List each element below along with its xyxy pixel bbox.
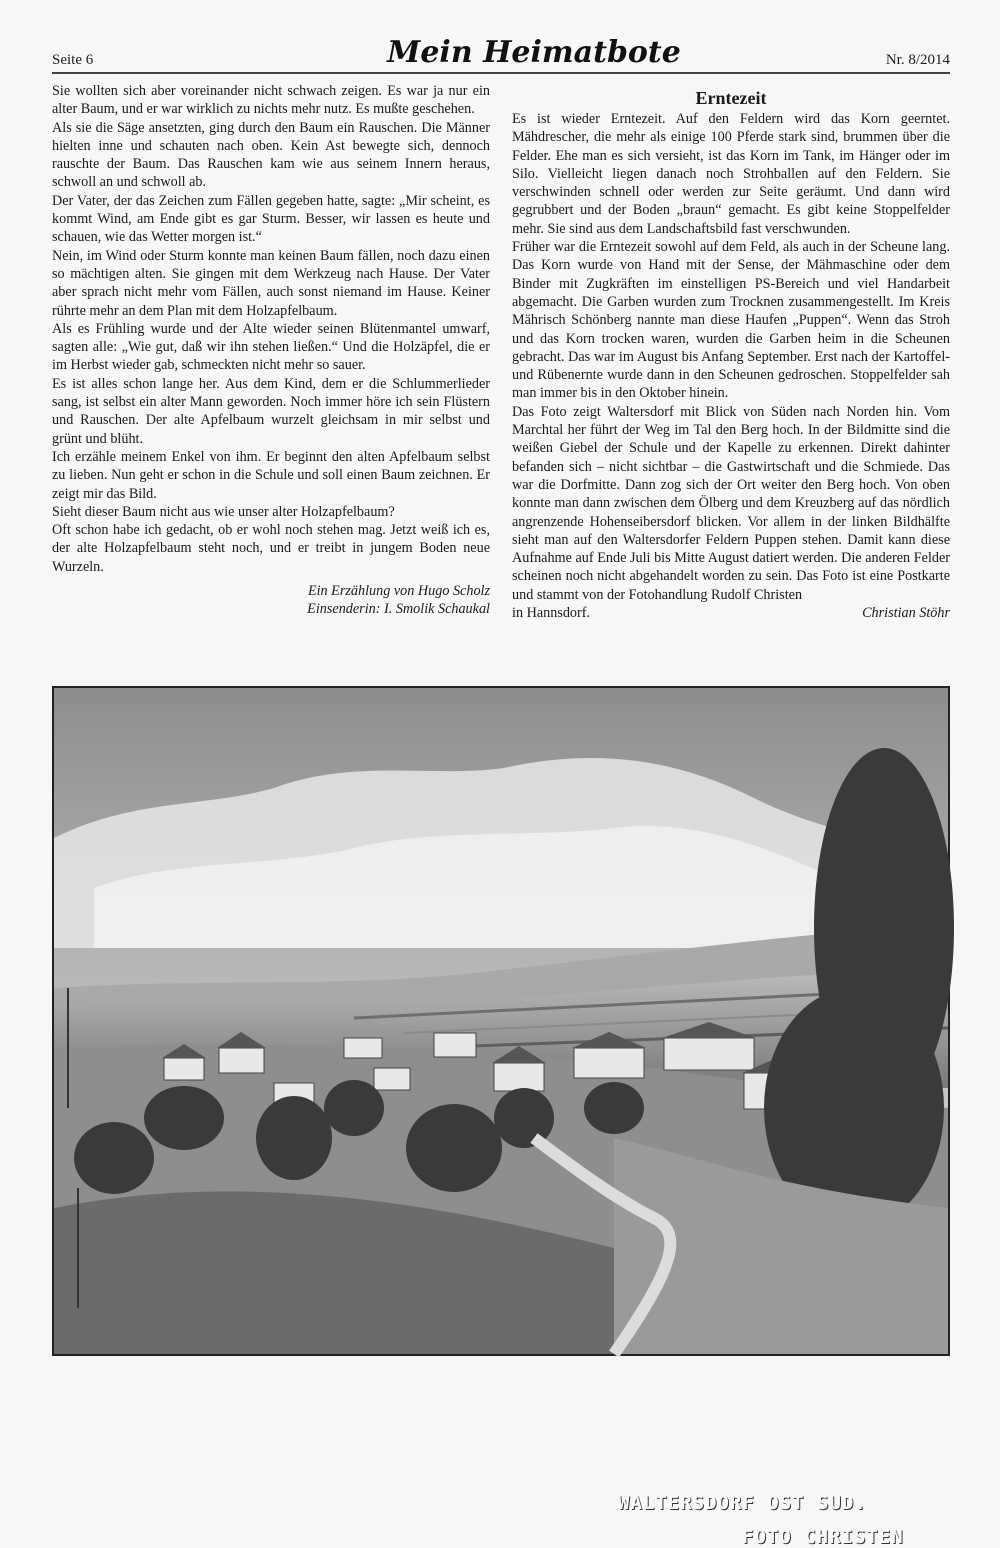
- village-photo: [52, 686, 950, 1548]
- story-paragraph: Der Vater, der das Zeichen zum Fällen gegeben hatte, sagte: „Mir scheint, es kommt Wind, am Ende gibt es gar Sturm. Besser, wir lassen es heute und schauen, wie das Wetter morgen ist.“: [52, 192, 490, 246]
- masthead-title: Mein Heimatbote: [387, 35, 681, 70]
- article-last-line: in Hannsdorf.: [512, 605, 591, 622]
- page-number: Seite 6: [52, 52, 94, 68]
- story-paragraph: Als es Frühling wurde und der Alte wieder seinen Blütenmantel umwarf, sagten alle: „Wie gut, daß wir ihn stehen ließen.“ Und die Holzäpfel, die er im Herbst wieder gab, schmeckten nicht mehr so sauer.: [52, 320, 490, 374]
- story-credits: [52, 582, 490, 618]
- author-credit: Ein Erzählung von Hugo Scholz: [307, 583, 490, 600]
- article-title: Erntezeit: [695, 88, 767, 108]
- village-photo-art: [54, 688, 948, 1354]
- header-rule: [52, 72, 950, 74]
- article-paragraph: Es ist wieder Erntezeit. Auf den Feldern wird das Korn geerntet. Mähdrescher, die mehr als einige 100 Pferde stark sind, brummen über die Felder. Ehe man es sich versieht, ist das Korn im Tank, im Hänger oder im Silo. Vielleicht liegen danach noch Strohballen auf den Feldern. Sie verschwinden schnell oder werden zur Seite geräumt. Und dann wird gegrubbert und der Boden „braun“ gemacht. Es gibt keine Stoppelfelder mehr. Sie sind aus dem Landschaftsbild fast verschwunden.: [512, 111, 950, 237]
- issue-number: Nr. 8/2014: [885, 52, 950, 68]
- story-paragraph: Es ist alles schon lange her. Aus dem Kind, dem er die Schlummerlieder sang, ist selbst ein alter Mann geworden. Noch immer höre ich sein Flüstern und Rauschen. Der alte Apfelbaum wurzelt gleichsam in mir selbst und grünt und blüht.: [52, 375, 490, 447]
- photo-stamp-credit: FOTO CHRISTEN: [742, 1526, 904, 1548]
- story-paragraph: Sieht dieser Baum nicht aus wie unser alter Holzapfelbaum?: [52, 503, 395, 520]
- article-paragraph: Früher war die Erntezeit sowohl auf dem Feld, als auch in der Scheune lang. Das Korn wurde von Hand mit der Sense, der Mähmaschine oder dem Binder mit Zugkräften im einstelligen PS-Bereich und viel Handarbeit abgemacht. Die Garben wurden zum Trocknen zusammengestellt. Im Kreis Mährisch Schönberg nannte man diese Haufen „Puppen“. Wenn das Stroh und das Korn trocken waren, wurden die Garben heim in die Scheunen gebracht. Das war im August bis Anfang September. Erst nach der Kartoffel- und Rübenernte wurde dann in den Scheunen gedroschen. Stoppelfelder sah man immer bis in den Oktober hinein.: [512, 239, 950, 402]
- masthead-logo-art: [387, 30, 681, 70]
- article-signature: Christian Stöhr: [862, 605, 950, 622]
- page-header: [52, 26, 950, 72]
- story-paragraph: Nein, im Wind oder Sturm konnte man keinen Baum fällen, noch dazu einen so mächtigen alten. Sie gingen mit dem Werkzeug nach Hause. Der Vater aber sprach nicht mehr vom Fällen, auch sonst niemand im Hause. Keiner rührte mehr an dem Plan mit dem Holzapfelbaum.: [52, 247, 490, 319]
- article-signature-row: [512, 604, 950, 622]
- story-paragraph: Oft schon habe ich gedacht, ob er wohl noch stehen mag. Jetzt weiß ich es, der alte Holzapfelbaum steht noch, und er treibt in jungem Boden neue Wurzeln.: [52, 522, 490, 575]
- article-paragraph: Das Foto zeigt Waltersdorf mit Blick von Süden nach Norden hin. Vom Marchtal her führt der Weg im Tal den Berg hoch. In der Bildmitte sind die weißen Giebel der Schule und der Kapelle zu erkennen. Direkt dahinter befanden sich – nicht sichtbar – die Gastwirtschaft und die Schmiede. Das war die Dorfmitte. Dann zog sich der Ort weiter den Berg hoch. Von oben konnte man dann zwischen dem Ölberg und dem Kreuzberg auf das nördlich angrenzende Hohenseibersdorf blicken. Vor allem in der linken Bildhälfte sieht man auf den Waltersdorfer Feldern Puppen stehen. Damit kann diese Aufnahme auf Ende Juli bis Mitte August datiert werden. Die anderen Felder scheinen noch nicht abgehandelt worden zu sein. Das Foto ist eine Postkarte und stammt von der Fotohandlung Rudolf Christen: [512, 403, 950, 603]
- story-paragraph: Als sie die Säge ansetzten, ging durch den Baum ein Rauschen. Die Männer hielten inne und schauten nach oben. Kein Ast bewegte sich, dennoch rauschte der Baum. Das Rauschen kam wie aus seinem Innern heraus, schwoll an und schwoll ab.: [52, 119, 490, 191]
- photo-stamp-location: WALTERSDORF OST SUD.: [618, 1492, 867, 1514]
- story-paragraph: Sie wollten sich aber voreinander nicht schwach zeigen. Es war ja nur ein alter Baum, und er war wirklich zu nichts mehr nutz. Es mußte geschehen.: [52, 83, 490, 118]
- right-column-article: [512, 82, 950, 622]
- submitter-credit: Einsenderin: I. Smolik Schaukal: [307, 601, 490, 618]
- story-paragraph: Ich erzähle meinem Enkel von ihm. Er beginnt den alten Apfelbaum selbst zu lieben. Nun geht er schon in die Schule und soll einen Baum zeichnen. Er zeigt mir das Bild.: [52, 448, 490, 502]
- left-column-story: [52, 82, 490, 618]
- masthead-logo: [387, 30, 681, 70]
